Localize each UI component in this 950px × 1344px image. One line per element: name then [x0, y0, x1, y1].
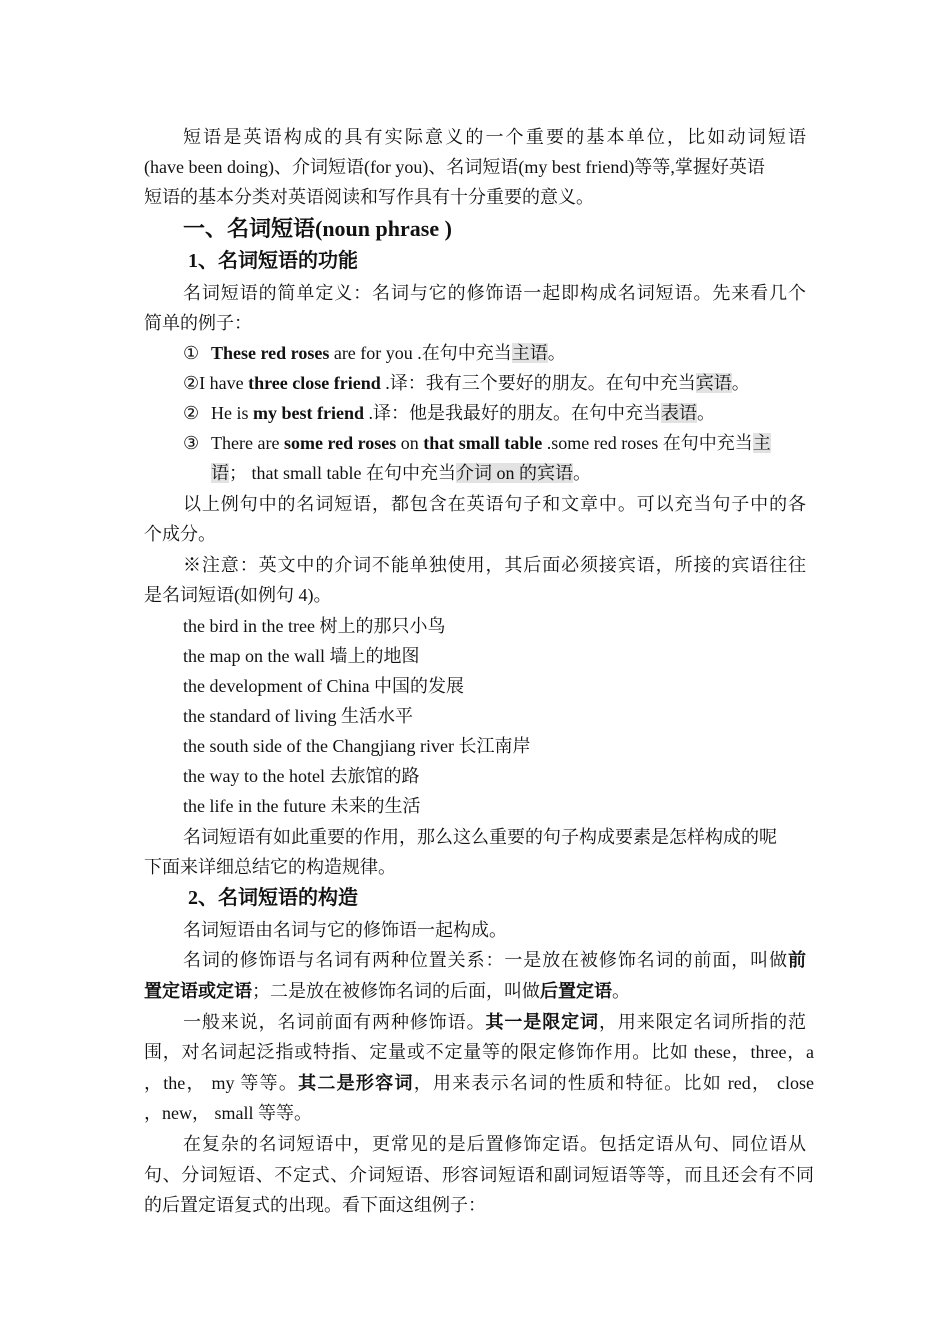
subsection-heading-structure: 2、名词短语的构造 — [188, 887, 358, 909]
example-number: ② — [183, 403, 200, 423]
example-3: ② He is my best friend .译：他是我最好的朋友。在句中充当表语。 — [183, 398, 853, 428]
definition-line-2: 简单的例子： — [144, 313, 252, 333]
phrase-example: the map on the wall 墙上的地图 — [183, 646, 420, 666]
subsection-heading-function: 1、名词短语的功能 — [188, 250, 358, 272]
structure-paragraph-4-line-1: 在复杂的名词短语中，更常见的是后置修饰定语。包括定语从句、同位语从 — [183, 1134, 806, 1154]
structure-paragraph-1: 名词短语由名词与它的修饰语一起构成。 — [183, 920, 507, 940]
summary-line-1: 以上例句中的名词短语，都包含在英语句子和文章中。可以充当句子中的各 — [183, 494, 806, 514]
noun-phrase-bold: that small table — [423, 433, 543, 453]
phrase-example: the bird in the tree 树上的那只小鸟 — [183, 616, 446, 636]
structure-paragraph-3-line-1: 一般来说，名词前面有两种修饰语。其一是限定词，用来限定名词所指的范 — [183, 1012, 806, 1032]
structure-paragraph-2-line-2: 置定语或定语；二是放在被修饰名词的后面，叫做后置定语。 — [144, 981, 630, 1001]
term-bold: 置定语或定语 — [144, 981, 252, 1001]
role-highlight: 语 — [211, 463, 229, 483]
note-line-2: 是名词短语(如例句 4)。 — [144, 585, 332, 605]
term-bold: 后置定语 — [540, 981, 612, 1001]
example-2: ②I have three close friend .译：我有三个要好的朋友。在句中充当宾语。 — [183, 373, 750, 393]
term-bold: 其一是限定词 — [485, 1012, 599, 1032]
structure-paragraph-3-line-4: ，new， small 等等。 — [144, 1103, 312, 1123]
noun-phrase-bold: These red roses — [211, 343, 330, 363]
noun-phrase-bold: some red roses — [283, 433, 397, 453]
note-line-1: ※注意：英文中的介词不能单独使用，其后面必须接宾语，所接的宾语往往 — [183, 555, 806, 575]
intro-line-3: 短语的基本分类对英语阅读和写作具有十分重要的意义。 — [144, 187, 594, 207]
intro-line-2: (have been doing)、介词短语(for you)、名词短语(my best friend)等等,掌握好英语 — [144, 157, 765, 177]
section-heading-noun-phrase: 一、名词短语(noun phrase ) — [183, 216, 452, 241]
role-highlight: 宾语 — [695, 373, 732, 393]
structure-paragraph-2-line-1: 名词的修饰语与名词有两种位置关系：一是放在被修饰名词的前面，叫做前 — [183, 950, 806, 970]
role-highlight: 主语 — [511, 343, 548, 363]
term-bold: 其二是形容词 — [298, 1073, 414, 1093]
example-number: ② — [183, 373, 200, 393]
definition-line-1: 名词短语的简单定义：名词与它的修饰语一起即构成名词短语。先来看几个 — [183, 283, 806, 303]
structure-paragraph-4-line-2: 句、分词短语、不定式、介词短语、形容词短语和副词短语等等，而且还会有不同 — [144, 1165, 814, 1185]
phrase-example: the south side of the Changjiang river 长江南岸 — [183, 736, 531, 756]
role-highlight: 介词 on 的宾语 — [455, 463, 573, 483]
phrase-example: the standard of living 生活水平 — [183, 706, 413, 726]
role-highlight: 主 — [752, 433, 771, 453]
example-4: ③ There are some red roses on that small table .some red roses 在句中充当主 — [183, 428, 853, 458]
intro-line-1: 短语是英语构成的具有实际意义的一个重要的基本单位，比如动词短语 — [183, 127, 806, 147]
noun-phrase-bold: my best friend — [253, 403, 364, 423]
example-1: ① These red roses are for you .在句中充当主语。 — [183, 338, 853, 368]
summary-line-2: 个成分。 — [144, 524, 216, 544]
example-number: ① — [183, 343, 200, 363]
noun-phrase-bold: three close friend — [248, 373, 381, 393]
phrase-example: the life in the future 未来的生活 — [183, 796, 421, 816]
structure-paragraph-4-line-3: 的后置定语复式的出现。看下面这组例子： — [144, 1195, 486, 1215]
role-highlight: 表语 — [661, 403, 697, 423]
example-number: ③ — [183, 433, 200, 453]
structure-paragraph-3-line-2: 围，对名词起泛指或特指、定量或不定量等的限定修饰作用。比如 these，three，a — [144, 1042, 814, 1062]
transition-line-2: 下面来详细总结它的构造规律。 — [144, 857, 396, 877]
example-4-continued: 语； that small table 在句中充当介词 on 的宾语。 — [211, 463, 591, 483]
phrase-example: the way to the hotel 去旅馆的路 — [183, 766, 420, 786]
phrase-example: the development of China 中国的发展 — [183, 676, 464, 696]
structure-paragraph-3-line-3: ，the， my 等等。其二是形容词，用来表示名词的性质和特征。比如 red， close — [144, 1073, 814, 1093]
transition-line-1: 名词短语有如此重要的作用，那么这么重要的句子构成要素是怎样构成的呢 — [183, 827, 777, 847]
